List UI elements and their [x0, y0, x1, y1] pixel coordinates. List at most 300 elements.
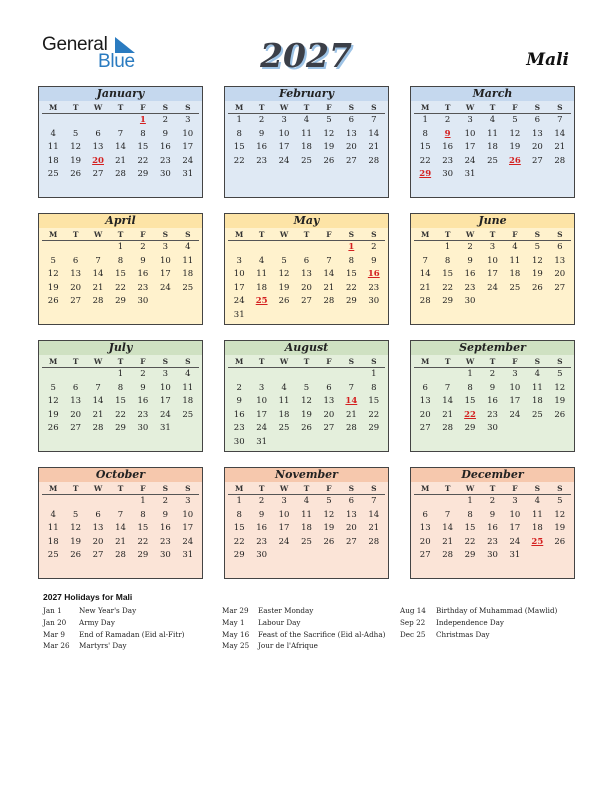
weekday-header: T	[109, 228, 131, 241]
weekday-header: T	[250, 101, 272, 114]
day-cell: 21	[345, 409, 357, 420]
day-cell: 19	[70, 536, 82, 547]
day-cell: 28	[442, 550, 454, 561]
day-cell: 21	[115, 155, 126, 166]
holiday-day-cell: 1	[139, 115, 146, 125]
day-cell: 1	[236, 115, 242, 125]
empty-day-cell	[436, 368, 458, 382]
day-cell: 14	[554, 128, 566, 139]
weekday-header: T	[64, 101, 86, 114]
weekday-header: T	[481, 228, 503, 241]
day-cell: 26	[323, 536, 335, 547]
day-cell: 8	[422, 128, 428, 139]
day-cell: 17	[233, 282, 245, 293]
holiday-item	[222, 617, 385, 629]
day-cell: 20	[419, 536, 431, 547]
day-cell: 10	[278, 128, 290, 139]
day-cell: 22	[137, 155, 149, 166]
day-cell: 26	[70, 550, 82, 561]
day-cell: 4	[534, 369, 541, 379]
day-cell: 14	[419, 269, 431, 280]
day-cell: 10	[182, 509, 194, 520]
month-title: July	[39, 341, 202, 355]
logo-text-blue: Blue	[98, 51, 135, 72]
day-cell: 13	[345, 128, 357, 139]
weekday-header: F	[504, 482, 526, 495]
day-cell: 23	[256, 155, 268, 166]
day-cell: 21	[115, 536, 126, 547]
holiday-date: Sep 22	[400, 617, 426, 627]
weekday-header: S	[154, 228, 176, 241]
month-day-grid	[411, 482, 574, 563]
weekday-header: S	[154, 355, 176, 368]
weekday-header: S	[177, 482, 199, 495]
day-cell: 3	[512, 496, 518, 506]
day-cell: 17	[182, 142, 194, 153]
day-cell: 12	[278, 269, 290, 280]
day-cell: 27	[92, 169, 104, 180]
day-cell: 13	[554, 255, 566, 266]
day-cell: 18	[47, 536, 59, 547]
day-cell: 28	[92, 423, 104, 434]
day-cell: 14	[115, 523, 126, 534]
weekday-header: T	[295, 101, 317, 114]
day-cell: 7	[557, 115, 563, 125]
day-cell: 10	[159, 255, 171, 266]
day-cell: 19	[47, 409, 59, 420]
weekday-header: S	[526, 101, 548, 114]
day-cell: 11	[301, 128, 312, 139]
holiday-day-cell: 22	[464, 409, 476, 420]
weekday-header: F	[132, 355, 154, 368]
holiday-item	[222, 605, 385, 617]
holiday-date: Dec 25	[400, 629, 426, 639]
day-cell: 9	[258, 509, 265, 520]
holiday-name: Birthday of Muhammad (Mawlid)	[436, 606, 558, 615]
holiday-item	[400, 617, 557, 629]
weekday-header: F	[132, 101, 154, 114]
weekday-header: S	[154, 482, 176, 495]
day-cell: 9	[236, 396, 242, 407]
empty-day-cell	[273, 368, 295, 382]
weekday-header: S	[340, 355, 362, 368]
day-cell: 20	[345, 142, 357, 153]
day-cell: 24	[509, 536, 521, 547]
day-cell: 7	[371, 115, 377, 125]
empty-day-cell	[228, 368, 250, 382]
day-cell: 1	[371, 369, 377, 379]
day-cell: 6	[72, 255, 79, 266]
day-cell: 21	[419, 282, 431, 293]
weekday-header: F	[504, 228, 526, 241]
day-cell: 21	[442, 409, 454, 420]
day-cell: 27	[70, 296, 82, 307]
day-cell: 29	[345, 296, 357, 307]
day-cell: 30	[137, 296, 149, 307]
day-cell: 18	[182, 269, 194, 280]
day-cell: 28	[115, 169, 126, 180]
day-cell: 16	[256, 142, 268, 153]
day-cell: 28	[115, 550, 126, 561]
day-cell: 20	[301, 282, 312, 293]
day-cell: 3	[281, 496, 287, 506]
day-cell: 25	[182, 409, 194, 420]
day-cell: 10	[159, 382, 171, 393]
day-cell: 12	[509, 128, 521, 139]
day-cell: 21	[368, 142, 380, 153]
day-cell: 12	[47, 269, 59, 280]
day-cell: 26	[554, 536, 566, 547]
day-cell: 4	[281, 382, 287, 393]
month-november	[224, 467, 389, 579]
day-cell: 24	[182, 536, 194, 547]
day-cell: 18	[301, 523, 312, 534]
weekday-header: T	[250, 355, 272, 368]
empty-day-cell	[250, 241, 272, 255]
empty-day-cell	[228, 241, 250, 255]
day-cell: 17	[509, 523, 521, 534]
day-cell: 4	[50, 509, 56, 520]
day-cell: 9	[258, 128, 265, 139]
day-cell: 2	[140, 242, 146, 252]
day-cell: 28	[323, 296, 335, 307]
day-cell: 24	[233, 296, 245, 307]
weekday-header: T	[109, 482, 131, 495]
day-cell: 31	[159, 423, 171, 434]
day-cell: 6	[303, 255, 310, 266]
day-cell: 26	[531, 282, 543, 293]
day-cell: 20	[554, 269, 566, 280]
day-cell: 1	[444, 242, 451, 252]
month-title: September	[411, 341, 574, 355]
weekday-header: S	[177, 355, 199, 368]
weekday-header: S	[340, 101, 362, 114]
day-cell: 26	[47, 423, 59, 434]
day-cell: 27	[323, 423, 335, 434]
weekday-header: S	[549, 482, 571, 495]
day-cell: 23	[159, 155, 171, 166]
day-cell: 7	[117, 128, 124, 139]
day-cell: 12	[70, 142, 82, 153]
day-cell: 22	[442, 282, 454, 293]
month-title: March	[411, 87, 574, 101]
day-cell: 9	[489, 509, 496, 520]
weekday-header: W	[459, 355, 481, 368]
weekday-header: W	[273, 228, 295, 241]
holiday-date: Jan 1	[43, 606, 62, 615]
empty-day-cell	[64, 368, 86, 382]
day-cell: 20	[531, 142, 543, 153]
day-cell: 18	[47, 155, 59, 166]
day-cell: 1	[140, 496, 146, 506]
weekday-header: T	[295, 482, 317, 495]
day-cell: 23	[256, 536, 268, 547]
day-cell: 31	[233, 309, 245, 320]
empty-day-cell	[64, 495, 86, 509]
weekday-header: T	[436, 482, 458, 495]
day-cell: 15	[368, 396, 380, 407]
holiday-item	[43, 617, 184, 629]
day-cell: 17	[182, 523, 194, 534]
weekday-header: M	[414, 228, 436, 241]
holiday-item	[222, 629, 385, 641]
day-cell: 29	[442, 296, 454, 307]
day-cell: 3	[489, 242, 496, 252]
month-day-grid	[225, 228, 388, 323]
day-cell: 5	[534, 242, 541, 252]
day-cell: 12	[554, 509, 566, 520]
day-cell: 28	[92, 296, 104, 307]
weekday-header: W	[273, 355, 295, 368]
holiday-column	[43, 605, 184, 652]
day-cell: 6	[72, 382, 79, 393]
day-cell: 18	[509, 269, 521, 280]
weekday-header: S	[526, 482, 548, 495]
day-cell: 21	[442, 536, 454, 547]
day-cell: 19	[554, 523, 566, 534]
empty-day-cell	[109, 495, 131, 509]
day-cell: 4	[303, 496, 310, 506]
day-cell: 2	[140, 369, 146, 379]
day-cell: 2	[236, 382, 242, 393]
empty-day-cell	[87, 495, 109, 509]
holidays-title: 2027 Holidays for Mali	[43, 592, 133, 602]
day-cell: 19	[323, 142, 335, 153]
day-cell: 30	[442, 169, 454, 180]
month-may	[224, 213, 389, 325]
holiday-day-cell: 29	[419, 169, 432, 180]
day-cell: 2	[489, 369, 496, 379]
day-cell: 14	[92, 396, 104, 407]
empty-day-cell	[295, 368, 317, 382]
day-cell: 8	[236, 128, 242, 139]
day-cell: 8	[467, 509, 473, 520]
day-cell: 1	[236, 496, 242, 506]
day-cell: 27	[419, 423, 431, 434]
day-cell: 22	[115, 282, 126, 293]
weekday-header: W	[273, 482, 295, 495]
empty-day-cell	[250, 368, 272, 382]
day-cell: 2	[258, 115, 265, 125]
day-cell: 4	[258, 255, 265, 266]
day-cell: 5	[512, 115, 518, 125]
weekday-header: F	[504, 355, 526, 368]
calendar-year: 2027	[260, 36, 352, 75]
day-cell: 24	[278, 536, 290, 547]
day-cell: 10	[233, 269, 245, 280]
day-cell: 27	[345, 155, 357, 166]
day-cell: 31	[256, 436, 268, 447]
month-day-grid	[39, 228, 202, 309]
day-cell: 3	[162, 369, 169, 379]
day-cell: 17	[509, 396, 521, 407]
weekday-header: F	[132, 482, 154, 495]
day-cell: 16	[159, 523, 171, 534]
weekday-header: W	[87, 101, 109, 114]
day-cell: 28	[419, 296, 431, 307]
month-day-grid	[39, 482, 202, 563]
day-cell: 10	[487, 255, 498, 266]
day-cell: 6	[422, 382, 428, 393]
day-cell: 17	[278, 142, 290, 153]
day-cell: 24	[256, 423, 268, 434]
day-cell: 2	[162, 115, 169, 125]
day-cell: 27	[70, 423, 82, 434]
day-cell: 23	[487, 536, 498, 547]
day-cell: 6	[557, 242, 563, 252]
day-cell: 24	[464, 155, 476, 166]
day-cell: 13	[70, 269, 82, 280]
weekday-header: T	[481, 482, 503, 495]
day-cell: 1	[117, 369, 124, 379]
day-cell: 10	[182, 128, 194, 139]
day-cell: 9	[467, 255, 473, 266]
day-cell: 28	[554, 155, 566, 166]
day-cell: 11	[182, 382, 194, 393]
day-cell: 30	[233, 436, 245, 447]
day-cell: 4	[512, 242, 518, 252]
day-cell: 12	[301, 396, 312, 407]
weekday-header: T	[481, 355, 503, 368]
day-cell: 4	[303, 115, 310, 125]
day-cell: 27	[92, 550, 104, 561]
weekday-header: M	[228, 355, 250, 368]
day-cell: 17	[159, 396, 171, 407]
day-cell: 8	[371, 382, 377, 393]
day-cell: 6	[95, 509, 101, 520]
day-cell: 13	[92, 523, 104, 534]
day-cell: 23	[137, 282, 149, 293]
month-title: May	[225, 214, 388, 228]
day-cell: 31	[182, 169, 194, 180]
weekday-header: T	[250, 228, 272, 241]
day-cell: 24	[487, 282, 498, 293]
day-cell: 12	[47, 396, 59, 407]
month-day-grid	[411, 355, 574, 436]
weekday-header: S	[363, 101, 385, 114]
day-cell: 8	[117, 255, 124, 266]
empty-day-cell	[436, 495, 458, 509]
day-cell: 19	[47, 282, 59, 293]
month-title: January	[39, 87, 202, 101]
month-june	[410, 213, 575, 325]
day-cell: 12	[323, 128, 335, 139]
day-cell: 15	[233, 523, 245, 534]
holiday-name: Easter Monday	[258, 606, 314, 615]
empty-day-cell	[318, 241, 340, 255]
weekday-header: F	[318, 101, 340, 114]
day-cell: 21	[554, 142, 566, 153]
holiday-name: New Year's Day	[79, 606, 137, 615]
day-cell: 24	[182, 155, 194, 166]
day-cell: 13	[301, 269, 312, 280]
day-cell: 22	[464, 536, 476, 547]
holiday-date: Mar 29	[222, 606, 249, 615]
month-title: October	[39, 468, 202, 482]
day-cell: 21	[92, 282, 104, 293]
day-cell: 26	[323, 155, 335, 166]
weekday-header: M	[228, 228, 250, 241]
empty-day-cell	[42, 495, 64, 509]
day-cell: 29	[233, 550, 245, 561]
month-april	[38, 213, 203, 325]
day-cell: 26	[70, 169, 82, 180]
day-cell: 13	[419, 396, 431, 407]
day-cell: 15	[137, 142, 149, 153]
weekday-header: M	[42, 101, 64, 114]
weekday-header: F	[132, 228, 154, 241]
day-cell: 16	[137, 269, 149, 280]
month-july	[38, 340, 203, 452]
holiday-name: Independence Day	[436, 617, 504, 627]
month-title: February	[225, 87, 388, 101]
day-cell: 30	[159, 550, 171, 561]
day-cell: 9	[140, 382, 146, 393]
holiday-item	[43, 629, 184, 641]
weekday-header: S	[549, 101, 571, 114]
weekday-header: S	[549, 228, 571, 241]
weekday-header: S	[526, 355, 548, 368]
day-cell: 4	[489, 115, 496, 125]
holiday-name: Martyrs' Day	[79, 641, 127, 651]
holiday-name: Labour Day	[258, 617, 301, 627]
empty-day-cell	[64, 241, 86, 255]
holiday-date: May 16	[222, 629, 250, 639]
day-cell: 7	[371, 496, 377, 506]
empty-day-cell	[273, 241, 295, 255]
day-cell: 23	[233, 423, 245, 434]
day-cell: 18	[182, 396, 194, 407]
day-cell: 30	[487, 550, 498, 561]
holiday-column	[400, 605, 557, 640]
holiday-name: Feast of the Sacrifice (Eid al-Adha)	[258, 629, 386, 639]
weekday-header: M	[414, 482, 436, 495]
day-cell: 16	[464, 269, 476, 280]
holiday-date: Jan 20	[43, 617, 67, 627]
day-cell: 29	[464, 550, 476, 561]
day-cell: 15	[233, 142, 245, 153]
day-cell: 4	[50, 128, 56, 139]
weekday-header: T	[436, 101, 458, 114]
weekday-header: T	[436, 355, 458, 368]
day-cell: 22	[368, 409, 380, 420]
day-cell: 25	[47, 169, 59, 180]
weekday-header: S	[549, 355, 571, 368]
day-cell: 19	[301, 409, 312, 420]
day-cell: 30	[487, 423, 498, 434]
day-cell: 15	[115, 269, 126, 280]
day-cell: 9	[162, 509, 169, 520]
day-cell: 25	[487, 155, 498, 166]
month-title: December	[411, 468, 574, 482]
day-cell: 7	[422, 255, 428, 266]
day-cell: 6	[422, 509, 428, 520]
day-cell: 7	[95, 255, 101, 266]
empty-day-cell	[295, 241, 317, 255]
holiday-day-cell: 26	[509, 155, 521, 166]
day-cell: 30	[159, 169, 171, 180]
day-cell: 5	[326, 115, 332, 125]
day-cell: 25	[301, 155, 312, 166]
day-cell: 19	[278, 282, 290, 293]
day-cell: 18	[487, 142, 498, 153]
day-cell: 25	[47, 550, 59, 561]
day-cell: 9	[371, 255, 377, 266]
holiday-name: Christmas Day	[436, 629, 490, 639]
weekday-header: S	[177, 101, 199, 114]
day-cell: 17	[256, 409, 268, 420]
weekday-header: T	[64, 482, 86, 495]
